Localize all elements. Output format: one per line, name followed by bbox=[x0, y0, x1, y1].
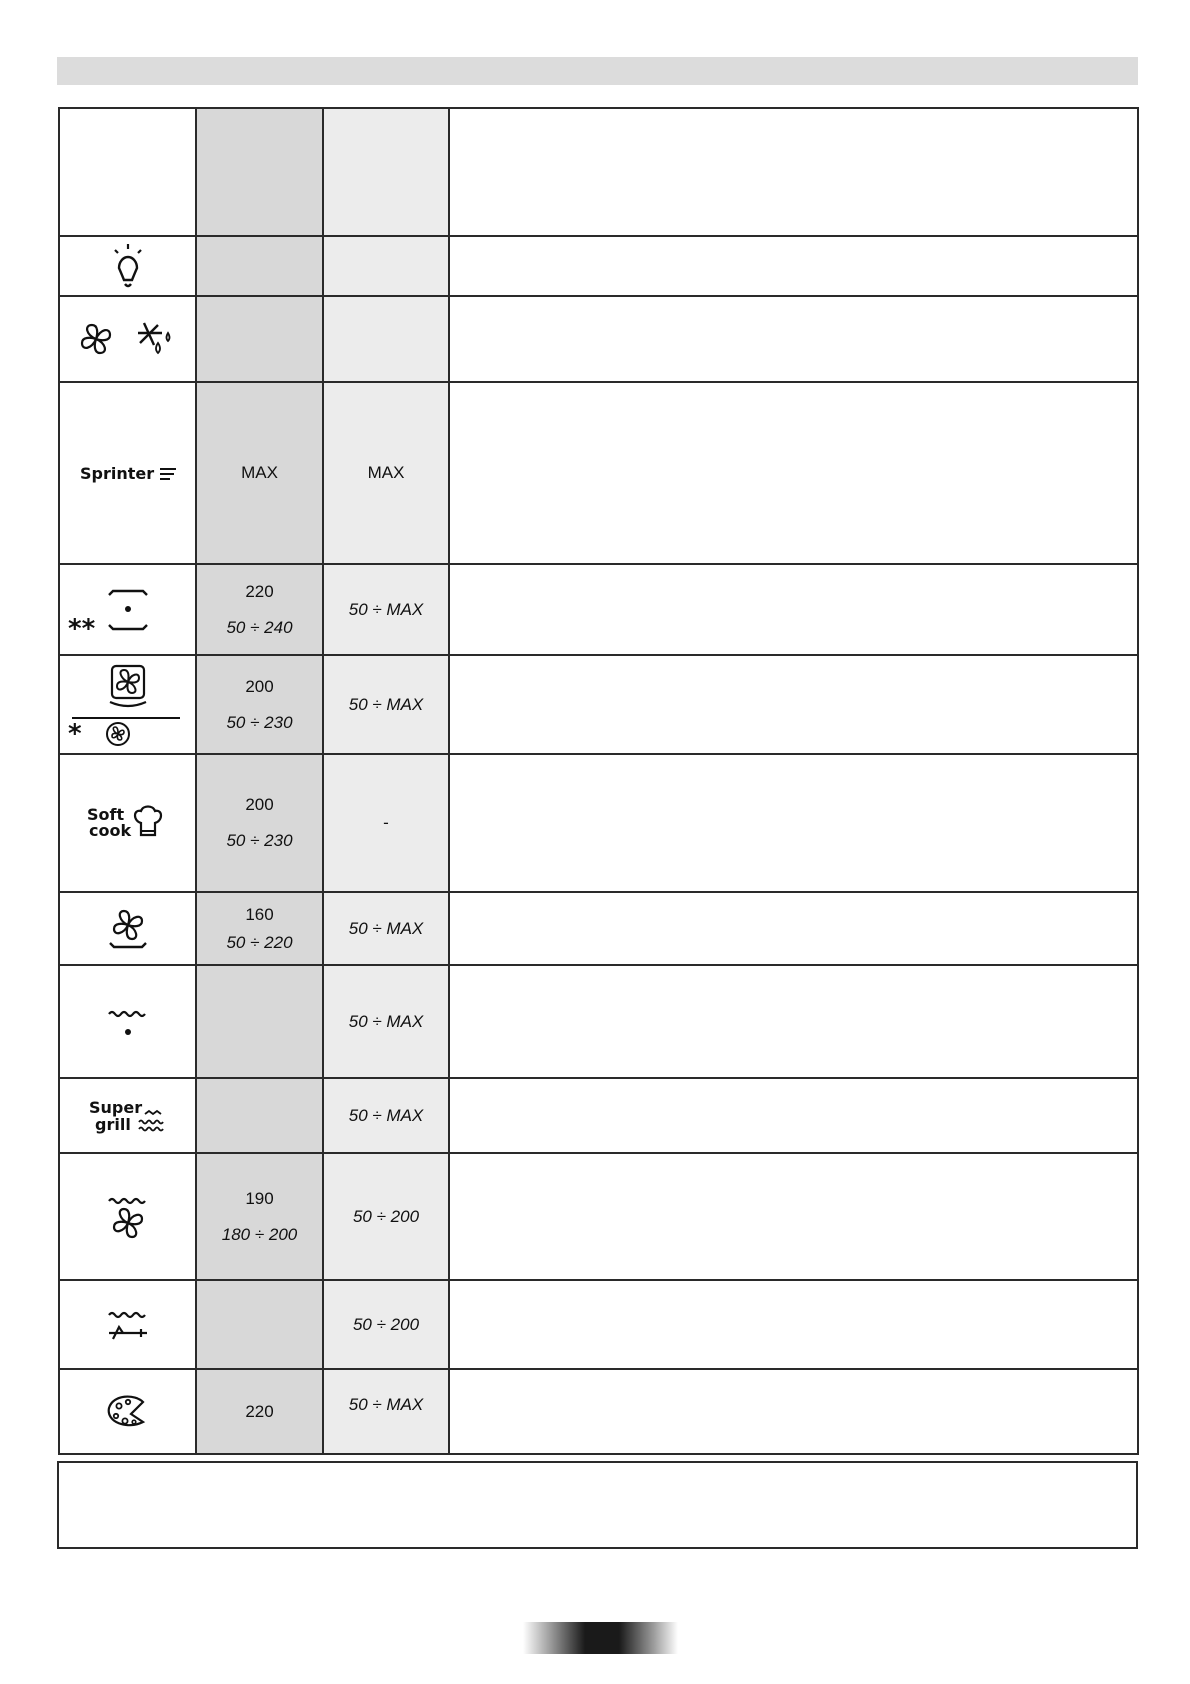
function-icon-cell bbox=[59, 892, 196, 965]
temp-range: 50 ÷ MAX bbox=[348, 1011, 424, 1031]
function-icon-cell bbox=[59, 1369, 196, 1454]
default-temp-cell bbox=[196, 1153, 323, 1280]
temp-range: 50 ÷ MAX bbox=[348, 1395, 424, 1414]
default-temp-cell bbox=[196, 754, 323, 892]
soft-cook-icon-label-1: Soft bbox=[86, 805, 124, 824]
description-cell bbox=[449, 236, 1138, 296]
function-icon-cell bbox=[59, 564, 196, 655]
default-temp: 220 bbox=[245, 581, 274, 601]
temp-range: 50 ÷ MAX bbox=[348, 694, 424, 714]
description-cell bbox=[449, 754, 1138, 892]
header-description-cell bbox=[449, 108, 1138, 236]
description-cell bbox=[449, 1153, 1138, 1280]
header-icon-cell bbox=[59, 108, 196, 236]
range-temp-cell bbox=[323, 1280, 449, 1369]
super-grill-icon bbox=[83, 1094, 173, 1138]
default-temp: 200 bbox=[245, 676, 274, 696]
default-temp-cell bbox=[196, 1280, 323, 1369]
super-grill-icon-label-1: Super bbox=[88, 1097, 142, 1117]
function-icon-cell bbox=[59, 1153, 196, 1280]
default-temp-cell bbox=[196, 382, 323, 564]
description-cell bbox=[449, 296, 1138, 382]
soft-cook-icon-label-2: cook bbox=[88, 821, 131, 840]
footnote-box bbox=[57, 1461, 1138, 1549]
table-row bbox=[59, 564, 1138, 655]
table-row bbox=[59, 1078, 1138, 1153]
footnote-marker: * bbox=[68, 719, 82, 749]
default-temp-range: 50 ÷ 230 bbox=[226, 831, 293, 850]
table-row bbox=[59, 1153, 1138, 1280]
temp-range: MAX bbox=[367, 463, 405, 482]
function-icon-cell bbox=[59, 754, 196, 892]
description-cell bbox=[449, 892, 1138, 965]
range-temp-cell bbox=[323, 1369, 449, 1454]
default-temp-range: 180 ÷ 200 bbox=[221, 1224, 298, 1244]
range-temp-cell bbox=[323, 892, 449, 965]
temp-range: - bbox=[383, 813, 389, 832]
default-temp: MAX bbox=[241, 463, 278, 482]
page-number-tab bbox=[523, 1622, 678, 1654]
table-row bbox=[59, 1280, 1138, 1369]
range-temp-cell bbox=[323, 382, 449, 564]
default-temp-cell bbox=[196, 655, 323, 754]
soft-cook-icon bbox=[83, 801, 173, 845]
function-icon-cell bbox=[59, 236, 196, 296]
footnote-marker: ** bbox=[68, 614, 96, 644]
fan-bottom-heater-icon bbox=[105, 907, 151, 951]
sprinter-icon bbox=[78, 461, 178, 485]
range-temp-cell bbox=[323, 236, 449, 296]
default-temp-cell bbox=[196, 1369, 323, 1454]
default-temp-cell bbox=[196, 296, 323, 382]
table-row bbox=[59, 1369, 1138, 1454]
oven-lamp-icon bbox=[105, 242, 151, 290]
temp-range: 50 ÷ 200 bbox=[352, 1314, 420, 1334]
description-cell bbox=[449, 655, 1138, 754]
function-icon-cell bbox=[59, 1280, 196, 1369]
description-cell bbox=[449, 1280, 1138, 1369]
super-grill-icon-label-2: grill bbox=[94, 1114, 131, 1134]
table-row bbox=[59, 236, 1138, 296]
header-default-cell bbox=[196, 108, 323, 236]
table-row bbox=[59, 965, 1138, 1078]
temp-range: 50 ÷ MAX bbox=[348, 599, 424, 619]
description-cell bbox=[449, 382, 1138, 564]
table-row bbox=[59, 655, 1138, 754]
sprinter-icon-label: Sprinter bbox=[79, 464, 154, 483]
function-icon-cell bbox=[59, 382, 196, 564]
table-row bbox=[59, 892, 1138, 965]
default-temp: 190 bbox=[245, 1188, 274, 1208]
pizza-icon bbox=[103, 1392, 153, 1432]
default-temp-cell bbox=[196, 892, 323, 965]
header-range-cell bbox=[323, 108, 449, 236]
range-temp-cell bbox=[323, 1153, 449, 1280]
range-temp-cell bbox=[323, 564, 449, 655]
description-cell bbox=[449, 965, 1138, 1078]
function-icon-cell bbox=[59, 965, 196, 1078]
table-row bbox=[59, 296, 1138, 382]
grill-icon bbox=[105, 1004, 151, 1040]
conventional-heating-icon bbox=[103, 585, 153, 635]
section-header-bar bbox=[57, 57, 1138, 85]
turnspit-grill-icon bbox=[105, 1307, 151, 1343]
default-temp-cell bbox=[196, 965, 323, 1078]
default-temp-cell bbox=[196, 564, 323, 655]
default-temp: 160 bbox=[245, 904, 274, 924]
default-temp: 220 bbox=[245, 1401, 274, 1421]
table-row bbox=[59, 382, 1138, 564]
description-cell bbox=[449, 1369, 1138, 1454]
range-temp-cell bbox=[323, 754, 449, 892]
temp-range: 50 ÷ 200 bbox=[352, 1206, 420, 1226]
range-temp-cell bbox=[323, 296, 449, 382]
description-cell bbox=[449, 564, 1138, 655]
function-icon-cell bbox=[59, 296, 196, 382]
oven-functions-table bbox=[58, 107, 1139, 1455]
temp-range: 50 ÷ MAX bbox=[348, 918, 424, 938]
default-temp-range: 50 ÷ 230 bbox=[226, 712, 293, 732]
temp-range: 50 ÷ MAX bbox=[348, 1105, 424, 1125]
function-icon-cell bbox=[59, 655, 196, 754]
default-temp-range: 50 ÷ 220 bbox=[226, 932, 293, 952]
table-row bbox=[59, 108, 1138, 236]
default-temp-cell bbox=[196, 236, 323, 296]
range-temp-cell bbox=[323, 655, 449, 754]
description-cell bbox=[449, 1078, 1138, 1153]
default-temp-range: 50 ÷ 240 bbox=[226, 617, 293, 637]
function-icon-cell bbox=[59, 1078, 196, 1153]
table-row bbox=[59, 754, 1138, 892]
default-temp-cell bbox=[196, 1078, 323, 1153]
fan-heating-icon bbox=[68, 660, 188, 750]
default-temp: 200 bbox=[245, 795, 274, 814]
range-temp-cell bbox=[323, 1078, 449, 1153]
fan-grill-icon bbox=[105, 1193, 151, 1241]
range-temp-cell bbox=[323, 965, 449, 1078]
defrost-fan-icon bbox=[78, 319, 178, 359]
